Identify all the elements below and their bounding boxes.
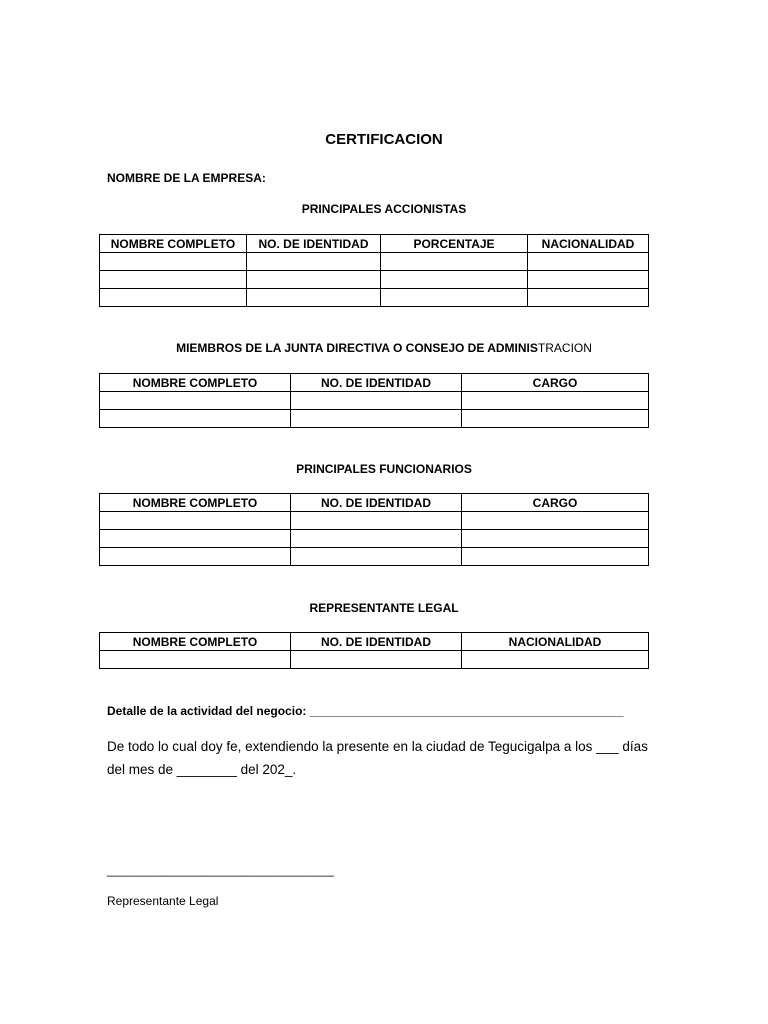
column-header: PORCENTAJE (381, 235, 528, 253)
board-heading (0, 341, 768, 355)
table-row (100, 253, 649, 271)
table-cell (291, 530, 462, 548)
column-header: NO. DE IDENTIDAD (247, 235, 381, 253)
table-cell (462, 530, 649, 548)
column-header: NO. DE IDENTIDAD (291, 494, 462, 512)
table-cell (100, 410, 291, 428)
board-heading-rest: TRACION (537, 341, 592, 355)
table-row (100, 271, 649, 289)
column-header: NOMBRE COMPLETO (100, 235, 247, 253)
column-header: NOMBRE COMPLETO (100, 494, 291, 512)
legal-rep-heading: REPRESENTANTE LEGAL (309, 601, 459, 615)
table-cell (462, 548, 649, 566)
board-heading-bold: MIEMBROS DE LA JUNTA DIRECTIVA O CONSEJO DE ADMINIS (176, 341, 538, 355)
table-header-row (100, 494, 649, 512)
table-cell (462, 392, 649, 410)
table-cell (100, 512, 291, 530)
table-row (100, 289, 649, 307)
table-cell (100, 392, 291, 410)
table-cell (247, 271, 381, 289)
column-header: NACIONALIDAD (462, 633, 649, 651)
legal-rep-table (99, 632, 649, 669)
table-cell (462, 651, 649, 669)
table-row (100, 512, 649, 530)
table-cell (100, 271, 247, 289)
table-cell (528, 253, 649, 271)
document-title: CERTIFICACION (325, 131, 443, 148)
officers-table (99, 493, 649, 566)
table-cell (291, 651, 462, 669)
signature-label: Representante Legal (107, 894, 219, 908)
table-cell (381, 253, 528, 271)
column-header: CARGO (462, 374, 649, 392)
board-table (99, 373, 649, 428)
column-header: NO. DE IDENTIDAD (291, 633, 462, 651)
table-header-row (100, 235, 649, 253)
table-cell (381, 289, 528, 307)
table-cell (291, 548, 462, 566)
officers-heading: PRINCIPALES FUNCIONARIOS (296, 462, 472, 476)
table-cell (291, 392, 462, 410)
closing-paragraph: De todo lo cual doy fe, extendiendo la presente en la ciudad de Tegucigalpa a los ___ días del mes de ________ del 202_. (107, 739, 648, 777)
table-cell (247, 253, 381, 271)
column-header: NOMBRE COMPLETO (100, 374, 291, 392)
table-cell (100, 530, 291, 548)
column-header: CARGO (462, 494, 649, 512)
table-cell (100, 253, 247, 271)
table-header-row (100, 374, 649, 392)
column-header: NOMBRE COMPLETO (100, 633, 291, 651)
table-cell (462, 410, 649, 428)
table-row (100, 392, 649, 410)
table-header-row (100, 633, 649, 651)
column-header: NO. DE IDENTIDAD (291, 374, 462, 392)
table-cell (247, 289, 381, 307)
table-cell (528, 289, 649, 307)
shareholders-table (99, 234, 649, 307)
activity-detail-line: Detalle de la actividad del negocio: _______________________________________________ (107, 704, 624, 718)
table-cell (462, 512, 649, 530)
table-cell (100, 651, 291, 669)
table-cell (291, 410, 462, 428)
table-row (100, 530, 649, 548)
table-row (100, 548, 649, 566)
column-header: NACIONALIDAD (528, 235, 649, 253)
table-row (100, 410, 649, 428)
table-cell (100, 548, 291, 566)
table-cell (528, 271, 649, 289)
shareholders-heading: PRINCIPALES ACCIONISTAS (301, 202, 467, 216)
table-cell (100, 289, 247, 307)
table-row (100, 651, 649, 669)
table-cell (291, 512, 462, 530)
signature-line: __________________________________ (107, 863, 334, 877)
company-name-label: NOMBRE DE LA EMPRESA: (107, 171, 266, 185)
table-cell (381, 271, 528, 289)
